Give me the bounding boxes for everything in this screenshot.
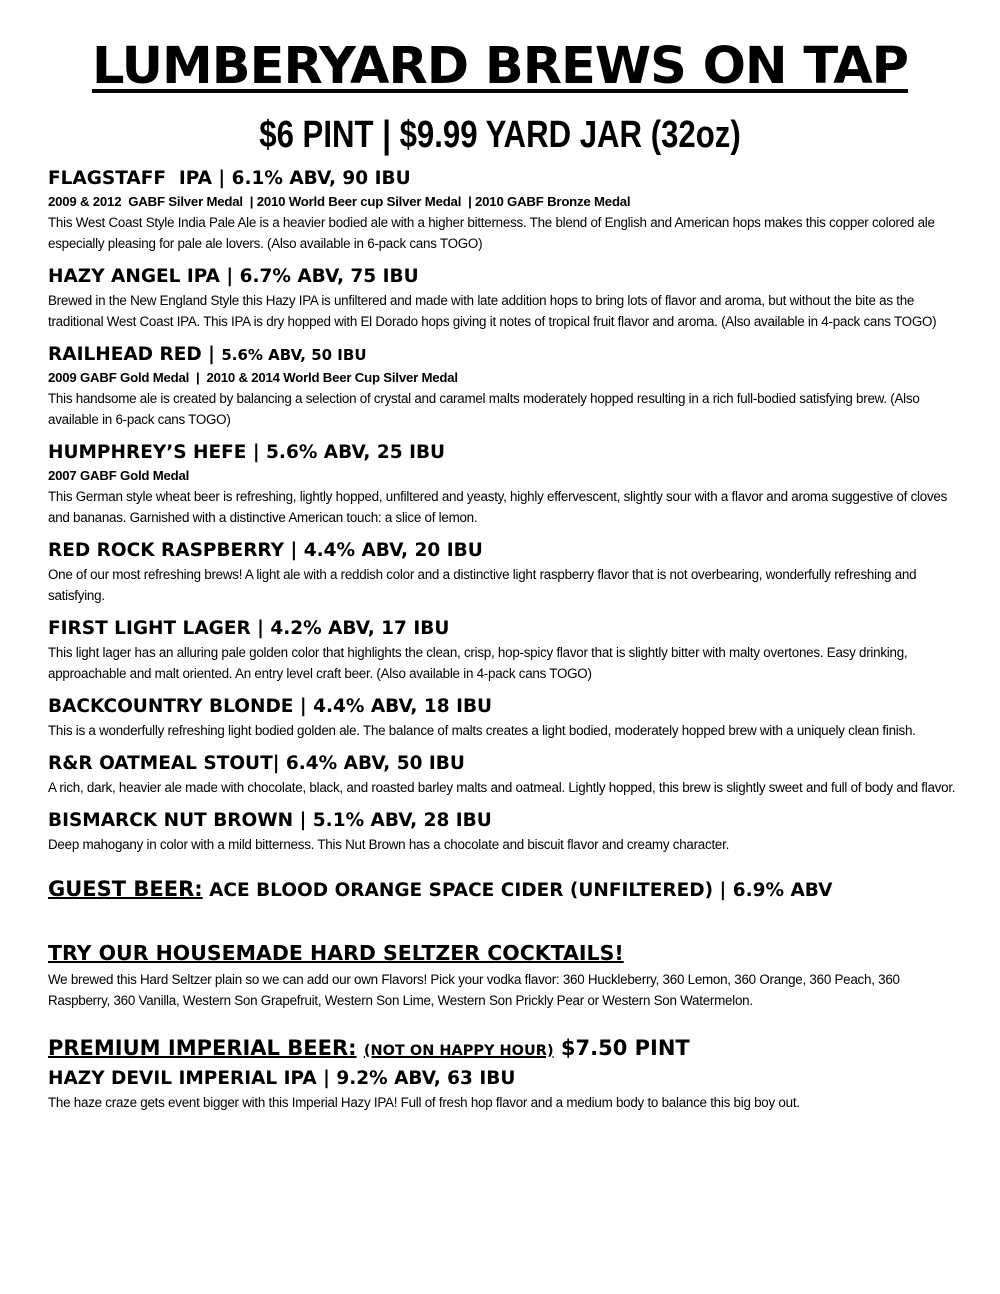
beer-name: HAZY ANGEL IPA | 6.7% ABV, 75 IBU (48, 266, 419, 287)
seltzer-heading: TRY OUR HOUSEMADE HARD SELTZER COCKTAILS! (48, 941, 624, 965)
beer-name-stats: 5.6% ABV, 50 IBU (221, 346, 367, 364)
beer-medals: 2009 GABF Gold Medal | 2010 & 2014 World Beer Cup Silver Medal (48, 370, 458, 385)
premium-note: (NOT ON HAPPY HOUR) (363, 1043, 554, 1059)
beer-item-railhead-red (48, 342, 958, 430)
beer-description: This West Coast Style India Pale Ale is a heavier bodied ale with a higher bitterness. The blend of English and American hops makes this copper colored ale especially pleasing for pale ale lovers. (Also available in 6-pack cans TOGO) (48, 215, 935, 251)
premium-beer-name: HAZY DEVIL IMPERIAL IPA | 9.2% ABV, 63 IBU (48, 1068, 516, 1089)
beer-name: BISMARCK NUT BROWN | 5.1% ABV, 28 IBU (48, 810, 492, 831)
beer-medals: 2009 & 2012 GABF Silver Medal | 2010 World Beer cup Silver Medal | 2010 GABF Bronze Medal (48, 194, 631, 209)
seltzer-section (48, 939, 958, 1011)
beer-name: R&R OATMEAL STOUT| 6.4% ABV, 50 IBU (48, 753, 465, 774)
beer-description: A rich, dark, heavier ale made with chocolate, black, and roasted barley malts and oatmeal. Lightly hopped, this brew is slightly sweet and full of body and flavor. (48, 780, 956, 795)
premium-label: PREMIUM IMPERIAL BEER: (48, 1036, 357, 1060)
premium-section (48, 1033, 958, 1113)
beer-list (48, 166, 958, 1113)
beer-description: One of our most refreshing brews! A light ale with a reddish color and a distinctive light raspberry flavor that is not overbearing, wonderfully refreshing and satisfying. (48, 567, 917, 603)
beer-item-backcountry-blonde (48, 694, 958, 741)
guest-beer (48, 875, 958, 905)
beer-item-hazy-angel-ipa (48, 264, 958, 332)
beer-name (48, 342, 958, 368)
beer-item-rr-oatmeal-stout (48, 751, 958, 798)
premium-price: $7.50 PINT (560, 1036, 690, 1060)
beer-item-flagstaff-ipa (48, 166, 958, 254)
guest-beer-name: ACE BLOOD ORANGE SPACE CIDER (UNFILTERED) | 6.9% ABV (202, 880, 833, 901)
beer-description: This is a wonderfully refreshing light bodied golden ale. The balance of malts creates a light bodied, moderately hopped brew with a uniquely clean finish. (48, 723, 916, 738)
beer-description: This light lager has an alluring pale golden color that highlights the clean, crisp, hop-spicy flavor that is slightly bitter with malty overtones. Easy drinking, approachable and malt oriented. An entry level craft beer. (Also available in 4-pack cans TOGO) (48, 645, 908, 681)
beer-name: FIRST LIGHT LAGER | 4.2% ABV, 17 IBU (48, 618, 450, 639)
beer-name: FLAGSTAFF IPA | 6.1% ABV, 90 IBU (48, 168, 411, 189)
beer-name: RED ROCK RASPBERRY | 4.4% ABV, 20 IBU (48, 540, 483, 561)
beer-item-humphreys-hefe (48, 440, 958, 528)
beer-description: This handsome ale is created by balancing a selection of crystal and caramel malts moderately hopped resulting in a rich full-bodied satisfying brew. (Also available in 6-pack cans TOGO) (48, 391, 920, 427)
beer-name: BACKCOUNTRY BLONDE | 4.4% ABV, 18 IBU (48, 696, 493, 717)
seltzer-description: We brewed this Hard Seltzer plain so we can add our own Flavors! Pick your vodka flavor: 360 Huckleberry, 360 Lemon, 360 Orange, 360 Peach, 360 Raspberry, 360 Vanilla, Western Son Grapefruit, Western Son Lime, Western Son Prickly Pear or Western Son Watermelon. (48, 972, 900, 1008)
beer-description: This German style wheat beer is refreshing, lightly hopped, unfiltered and yeasty, highly effervescent, slightly sour with a flavor and aroma suggestive of cloves and bananas. Garnished with a distinctive American touch: a slice of lemon. (48, 489, 948, 525)
beer-name: HUMPHREY’S HEFE | 5.6% ABV, 25 IBU (48, 442, 446, 463)
premium-beer-description: The haze craze gets event bigger with this Imperial Hazy IPA! Full of fresh hop flavor and a medium body to balance this big boy out. (48, 1095, 800, 1110)
beer-item-red-rock-raspberry (48, 538, 958, 606)
beer-item-first-light-lager (48, 616, 958, 684)
beer-item-bismarck-nut-brown (48, 808, 958, 855)
menu-title: LUMBERYARD BREWS ON TAP (91, 37, 909, 96)
beer-description: Deep mahogany in color with a mild bitterness. This Nut Brown has a chocolate and biscuit flavor and creamy character. (48, 837, 730, 852)
beer-medals: 2007 GABF Gold Medal (48, 468, 190, 483)
premium-heading (48, 1033, 958, 1066)
beer-description: Brewed in the New England Style this Hazy IPA is unfiltered and made with late addition hops to bring lots of flavor and aroma, but without the bite as the traditional West Coast IPA. This IPA is dry hopped with El Dorado hops giving it notes of tropical fruit flavor and aroma. (Also available in 4-pack cans TOGO) (48, 293, 937, 329)
beer-name-main: RAILHEAD RED | (48, 344, 222, 365)
pricing-line: $6 PINT | $9.99 YARD JAR (32oz) (259, 114, 741, 156)
guest-beer-label: GUEST BEER: (48, 877, 203, 901)
